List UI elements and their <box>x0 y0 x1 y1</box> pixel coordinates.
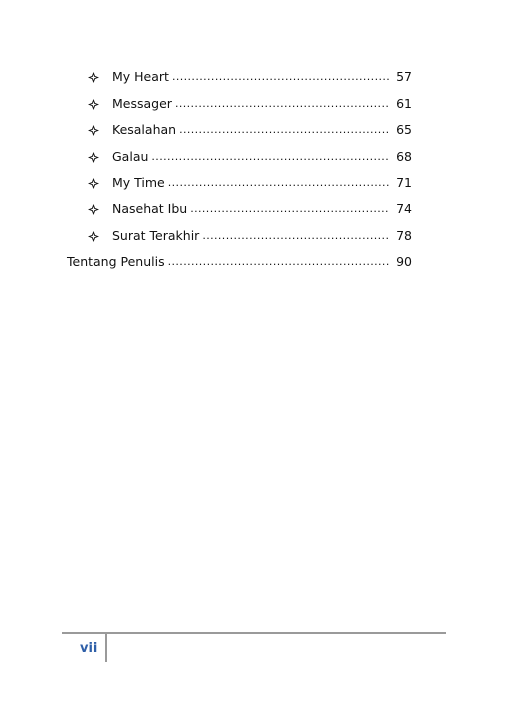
toc-entry-title: Kesalahan <box>112 120 179 140</box>
toc-entry-messager[interactable] <box>88 94 412 114</box>
toc-entry-title: My Heart <box>112 67 172 87</box>
dot-leader <box>151 147 390 167</box>
toc-entry-page: 90 <box>390 252 412 272</box>
toc-entry-page: 71 <box>390 173 412 193</box>
toc-entry-page: 61 <box>390 94 412 114</box>
toc-entry-my-heart[interactable] <box>88 67 412 87</box>
toc-entry-page: 57 <box>390 67 412 87</box>
diamond-bullet-icon <box>88 231 99 242</box>
page-number: vii <box>80 641 98 656</box>
footer-divider <box>105 632 107 662</box>
table-of-contents <box>0 0 508 300</box>
toc-entry-galau[interactable] <box>88 147 412 167</box>
toc-entry-page: 68 <box>390 147 412 167</box>
toc-entry-title: Tentang Penulis <box>67 252 168 272</box>
dot-leader <box>168 252 390 272</box>
diamond-bullet-icon <box>88 152 99 163</box>
dot-leader <box>190 199 390 219</box>
toc-entry-page: 78 <box>390 226 412 246</box>
dot-leader <box>172 67 390 87</box>
toc-entry-page: 74 <box>390 199 412 219</box>
toc-entry-title: My Time <box>112 173 168 193</box>
diamond-bullet-icon <box>88 99 99 110</box>
toc-entry-title: Messager <box>112 94 175 114</box>
dot-leader <box>175 94 390 114</box>
dot-leader <box>202 226 390 246</box>
toc-entry-surat-terakhir[interactable] <box>88 226 412 246</box>
toc-entry-title: Nasehat Ibu <box>112 199 190 219</box>
dot-leader <box>168 173 390 193</box>
diamond-bullet-icon <box>88 72 99 83</box>
toc-entry-title: Surat Terakhir <box>112 226 202 246</box>
toc-entry-page: 65 <box>390 120 412 140</box>
toc-entry-nasehat-ibu[interactable] <box>88 199 412 219</box>
dot-leader <box>179 120 390 140</box>
diamond-bullet-icon <box>88 125 99 136</box>
toc-entry-kesalahan[interactable] <box>88 120 412 140</box>
toc-entry-my-time[interactable] <box>88 173 412 193</box>
diamond-bullet-icon <box>88 204 99 215</box>
toc-entry-tentang-penulis[interactable] <box>67 252 412 272</box>
footer-rule <box>62 632 446 634</box>
toc-entry-title: Galau <box>112 147 151 167</box>
diamond-bullet-icon <box>88 178 99 189</box>
